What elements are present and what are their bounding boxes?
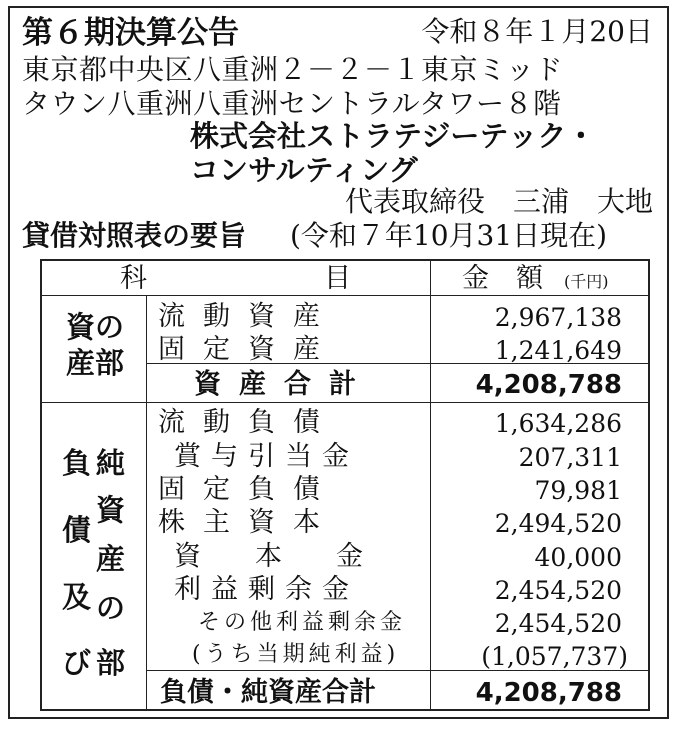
row-value-retained-earnings: 2,454,520 <box>494 576 622 605</box>
row-label-current-assets: 流動資産 <box>158 301 338 332</box>
row-label-fixed-liabilities: 固定負債 <box>158 474 338 505</box>
column-amount: 金 額 <box>462 263 543 294</box>
section-column-divider <box>146 295 147 709</box>
balance-sheet-title: 貸借対照表の要旨 <box>22 219 247 252</box>
assets-section-label-2: 産部 <box>66 346 125 380</box>
row-label-shareholders-equity: 株主資本 <box>158 507 338 538</box>
liab-label-char: 債 <box>62 513 92 547</box>
row-label-fixed-assets: 固定資産 <box>158 334 338 365</box>
notice-title: 第６期決算公告 <box>22 15 239 51</box>
row-value-other-retained: 2,454,520 <box>494 609 622 638</box>
liab-label-char: 負 <box>62 446 92 480</box>
company-name-line-1: 株式会社ストラテジーテック・ <box>190 119 596 153</box>
row-value-fixed-assets: 1,241,649 <box>494 336 622 365</box>
row-value-bonus-reserve: 207,311 <box>518 443 622 472</box>
row-label-total-assets: 資産合計 <box>194 369 374 400</box>
row-value-total-assets: 4,208,788 <box>475 370 622 400</box>
row-label-current-liabilities: 流動負債 <box>158 407 338 438</box>
equity-label-char: の <box>96 591 126 625</box>
row-label-other-retained: その他利益剰余金 <box>198 610 407 635</box>
address-line-1: 東京都中央区八重洲２－２－１東京ミッド <box>22 53 563 86</box>
representative: 代表取締役 三浦 大地 <box>344 185 653 218</box>
column-subject-1: 科 <box>120 263 147 294</box>
row-value-net-loss: (1,057,737) <box>481 642 628 671</box>
equity-label-char: 純 <box>96 446 126 480</box>
assets-section-divider <box>42 402 648 403</box>
company-name-line-2: コンサルティング <box>190 153 418 187</box>
equity-label-char: 資 <box>96 493 126 527</box>
row-label-capital: 資 本 金 <box>174 541 363 572</box>
column-unit: (千円) <box>564 272 609 291</box>
address-line-2: タウン八重洲八重洲セントラルタワー８階 <box>22 87 562 120</box>
row-label-total-liab-equity: 負債・純資産合計 <box>160 677 376 708</box>
equity-label-char: 産 <box>96 542 126 576</box>
row-value-shareholders-equity: 2,494,520 <box>494 509 622 538</box>
notice-date: 令和８年１月20日 <box>421 15 653 48</box>
row-value-capital: 40,000 <box>534 543 622 572</box>
balance-sheet-table <box>40 259 650 711</box>
equity-label-char: 部 <box>96 646 126 680</box>
liab-label-char: び <box>62 646 92 680</box>
balance-sheet-date: (令和７年10月31日現在) <box>290 219 608 252</box>
column-subject-2: 目 <box>324 263 351 294</box>
row-value-fixed-liabilities: 79,981 <box>534 476 622 505</box>
header-divider <box>42 295 648 296</box>
row-value-current-liabilities: 1,634,286 <box>494 409 622 438</box>
row-value-total-liab-equity: 4,208,788 <box>475 678 622 708</box>
row-label-net-loss: (うち当期純利益) <box>192 642 400 667</box>
row-label-retained-earnings: 利益剰余金 <box>174 574 359 605</box>
assets-section-label-1: 資の <box>66 310 125 344</box>
row-label-bonus-reserve: 賞与引当金 <box>174 441 359 472</box>
liab-label-char: 及 <box>62 580 92 614</box>
row-value-current-assets: 2,967,138 <box>494 303 622 332</box>
